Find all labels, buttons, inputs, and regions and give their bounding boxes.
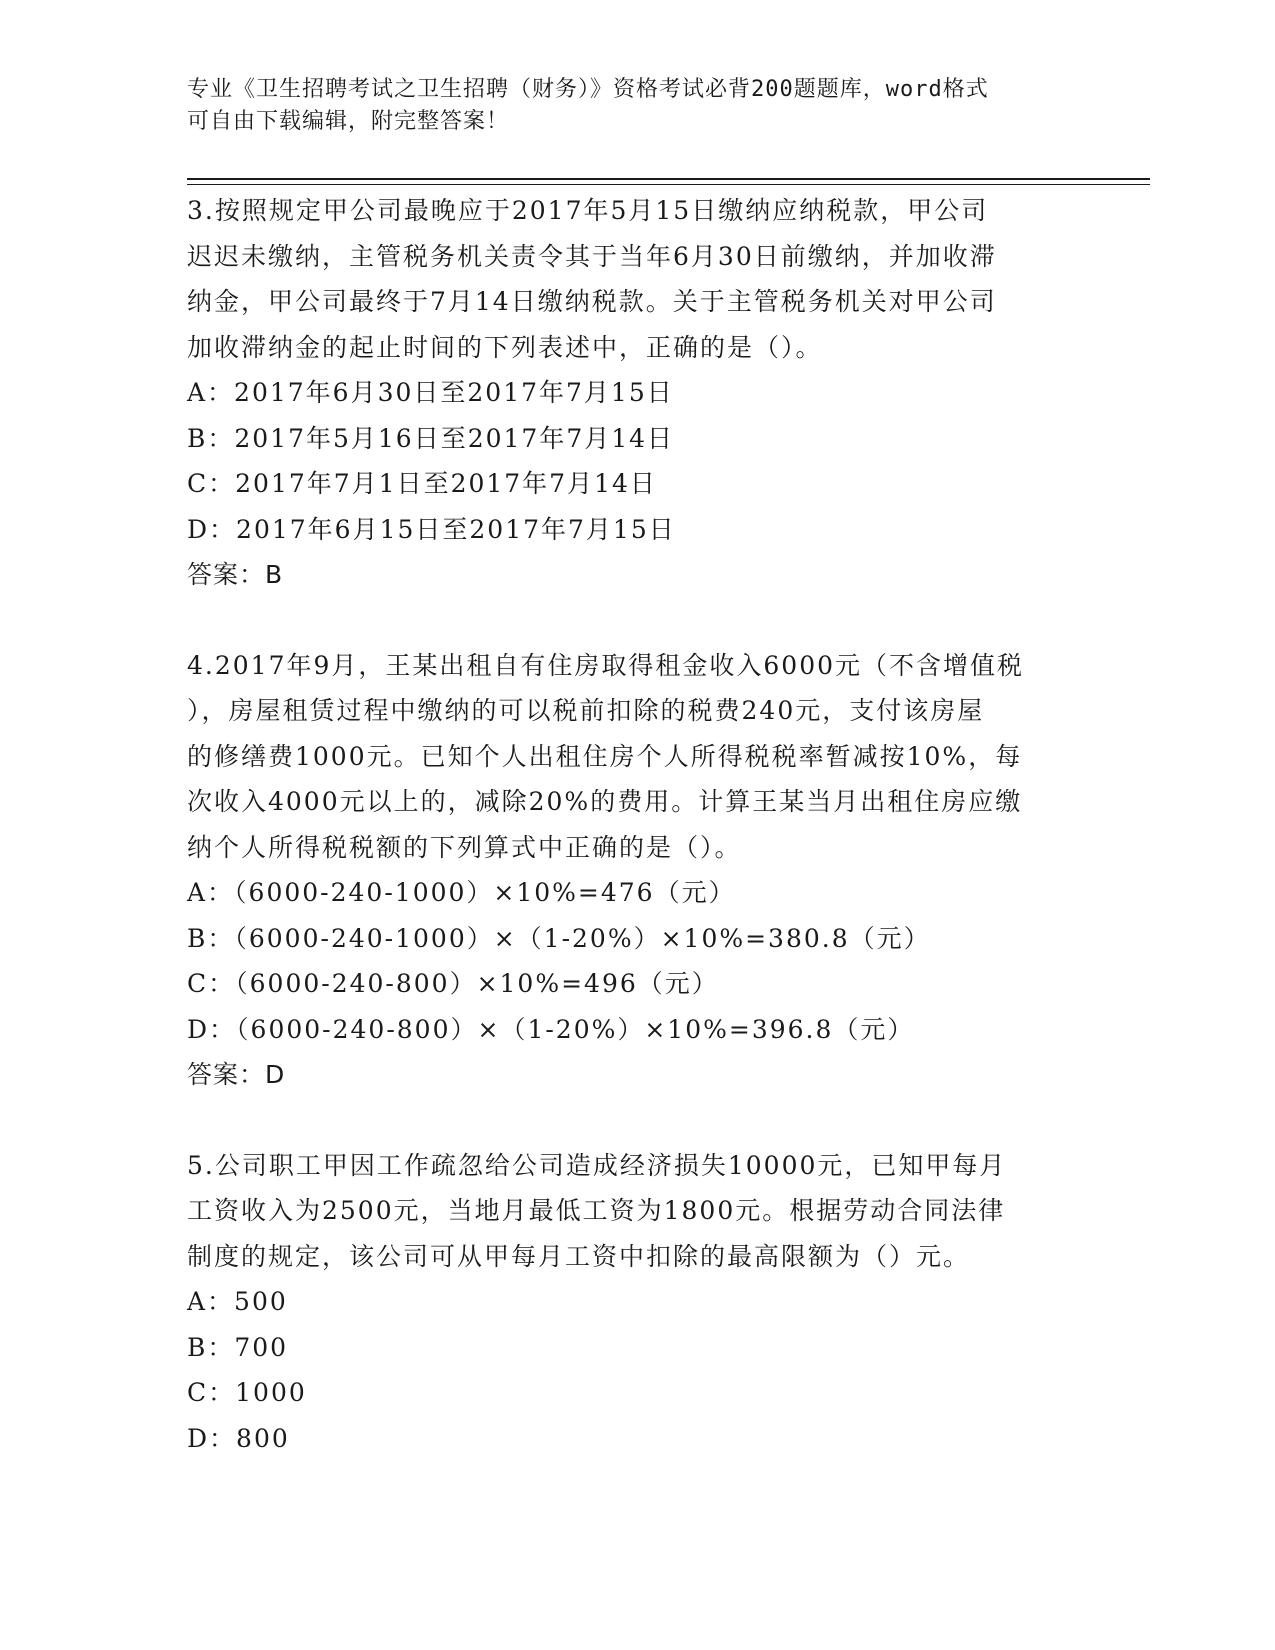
option-d: D：2017年6月15日至2017年7月15日	[187, 514, 676, 544]
question-text-line: 制度的规定，该公司可从甲每月工资中扣除的最高限额为（）元。	[187, 1241, 971, 1271]
question-text-line: 5.公司职工甲因工作疏忽给公司造成经济损失10000元，已知甲每月	[187, 1150, 1007, 1180]
question-4	[187, 643, 1087, 1098]
question-text-line: 迟迟未缴纳，主管税务机关责令其于当年6月30日前缴纳，并加收滞	[187, 241, 997, 271]
option-b: B：2017年5月16日至2017年7月14日	[187, 423, 675, 453]
question-list	[187, 188, 1087, 1461]
option-b: B：（6000-240-1000）×（1-20%）×10%=380.8（元）	[187, 923, 931, 953]
option-d: D：800	[187, 1423, 290, 1453]
option-c: C：1000	[187, 1378, 307, 1407]
question-3	[187, 188, 1087, 598]
header-line: 专业《卫生招聘考试之卫生招聘（财务）》资格考试必背200题题库，word格式	[187, 77, 989, 102]
header-line: 可自由下载编辑，附完整答案！	[187, 109, 510, 134]
answer-label: 答案：D	[187, 1060, 286, 1089]
question-5	[187, 1143, 1087, 1462]
option-c: C：2017年7月1日至2017年7月14日	[187, 469, 657, 498]
question-text-line: 纳金，甲公司最终于7月14日缴纳税款。关于主管税务机关对甲公司	[187, 287, 997, 316]
question-text-line: 3.按照规定甲公司最晚应于2017年5月15日缴纳应纳税款，甲公司	[187, 196, 989, 225]
option-a: A：2017年6月30日至2017年7月15日	[187, 378, 674, 407]
option-a: A：500	[187, 1287, 288, 1316]
answer-label: 答案：B	[187, 560, 284, 589]
question-text-line: ），房屋租赁过程中缴纳的可以税前扣除的税费240元，支付该房屋	[187, 696, 985, 725]
question-text-line: 加收滞纳金的起止时间的下列表述中，正确的是（）。	[187, 332, 823, 362]
question-text-line: 的修缮费1000元。已知个人出租住房个人所得税税率暂减按10%，每	[187, 741, 1023, 771]
option-d: D：（6000-240-800）×（1-20%）×10%=396.8（元）	[187, 1014, 915, 1044]
header-divider-thin	[187, 184, 1150, 185]
option-b: B：700	[187, 1332, 289, 1362]
question-text-line: 次收入4000元以上的，减除20%的费用。计算王某当月出租住房应缴	[187, 787, 1023, 816]
header-divider	[187, 178, 1150, 180]
document-header	[187, 74, 1067, 138]
option-c: C：（6000-240-800）×10%=496（元）	[187, 969, 719, 998]
option-a: A：（6000-240-1000）×10%=476（元）	[187, 878, 736, 907]
question-text-line: 工资收入为2500元，当地月最低工资为1800元。根据劳动合同法律	[187, 1196, 1006, 1225]
question-text-line: 4.2017年9月，王某出租自有住房取得租金收入6000元（不含增值税	[187, 650, 1025, 680]
question-text-line: 纳个人所得税税额的下列算式中正确的是（）。	[187, 832, 742, 862]
